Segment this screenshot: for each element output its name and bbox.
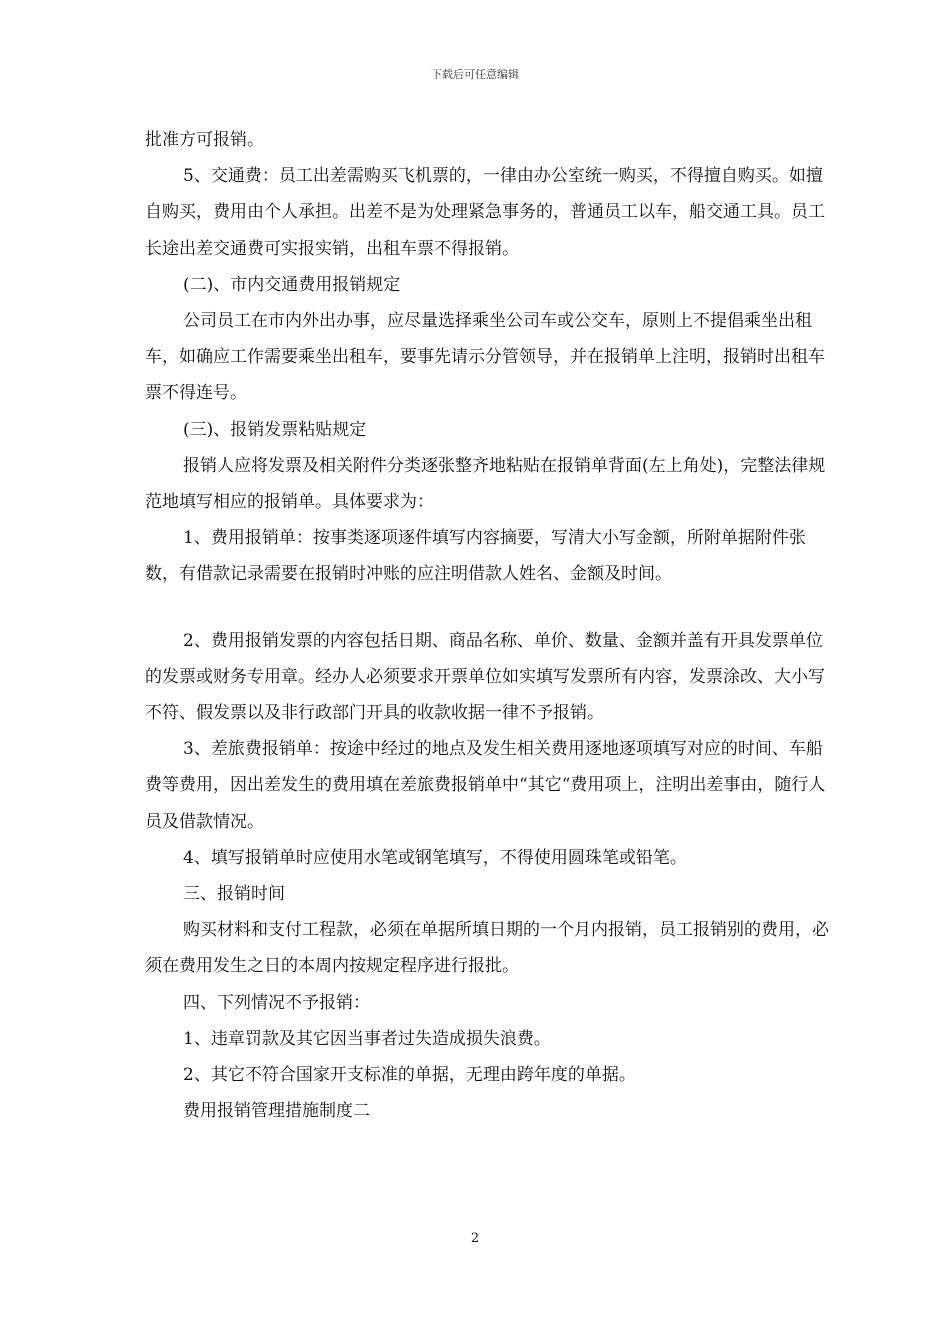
paragraph: 公司员工在市内外出办事，应尽量选择乘坐公司车或公交车，原则上不提倡乘坐出租车，如确应工作需要乘坐出租车，要事先请示分管领导，并在报销单上注明，报销时出租车票不得连号。 (145, 311, 825, 404)
paragraph-gap (145, 593, 835, 623)
paragraph: 购买材料和支付工程款，必须在单据所填日期的一个月内报销，员工报销别的费用，必须在费用发生之日的本周内按规定程序进行报批。 (145, 920, 829, 977)
paragraph: 4、填写报销单时应使用水笔或钢笔填写，不得使用圆珠笔或铅笔。 (183, 847, 687, 868)
paragraph: 2、费用报销发票的内容包括日期、商品名称、单价、数量、金额并盖有开具发票单位的发票或财务专用章。经办人必须要求开票单位如实填写发票所有内容，发票涂改、大小写不符、假发票以及非行政部门开具的收款收据一律不予报销。 (145, 630, 825, 724)
section-heading: 三、报销时间 (183, 884, 285, 905)
paragraph: 报销人应将发票及相关附件分类逐张整齐地粘贴在报销单背面(左上角处)，完整法律规范地填写相应的报销单。具体要求为： (145, 455, 826, 513)
paragraph: 费用报销管理措施制度二 (183, 1101, 370, 1122)
paragraph: 2、其它不符合国家开支标准的单据，无理由跨年度的单据。 (183, 1065, 636, 1086)
paragraph: 3、差旅费报销单：按途中经过的地点及发生相关费用逐地逐项填写对应的时间、车船费等费用，因出差发生的费用填在差旅费报销单中“其它“费用项上，注明出差事由，随行人员及借款情况。 (145, 739, 826, 832)
page-header: 下载后可任意编辑 (431, 68, 519, 81)
document-body (145, 122, 835, 1129)
paragraph: 1、费用报销单：按事类逐项逐件填写内容摘要，写清大小写金额，所附单据附件张数，有借款记录需要在报销时冲账的应注明借款人姓名、金额及时间。 (145, 528, 806, 585)
section-heading: (三)、报销发票粘贴规定 (183, 419, 367, 440)
section-heading: 四、下列情况不予报销： (183, 992, 370, 1013)
paragraph: 批准方可报销。 (145, 130, 264, 150)
paragraph: 1、违章罚款及其它因当事者过失造成损失浪费。 (183, 1028, 551, 1049)
section-heading: (二)、市内交通费用报销规定 (183, 274, 401, 295)
page-number: 2 (470, 1231, 480, 1246)
paragraph: 5、交通费：员工出差需购买飞机票的，一律由办公室统一购买，不得擅自购买。如擅自购买，费用由个人承担。出差不是为处理紧急事务的，普通员工以车，船交通工具。员工长途出差交通费可实报实销，出租车票不得报销。 (145, 166, 825, 259)
